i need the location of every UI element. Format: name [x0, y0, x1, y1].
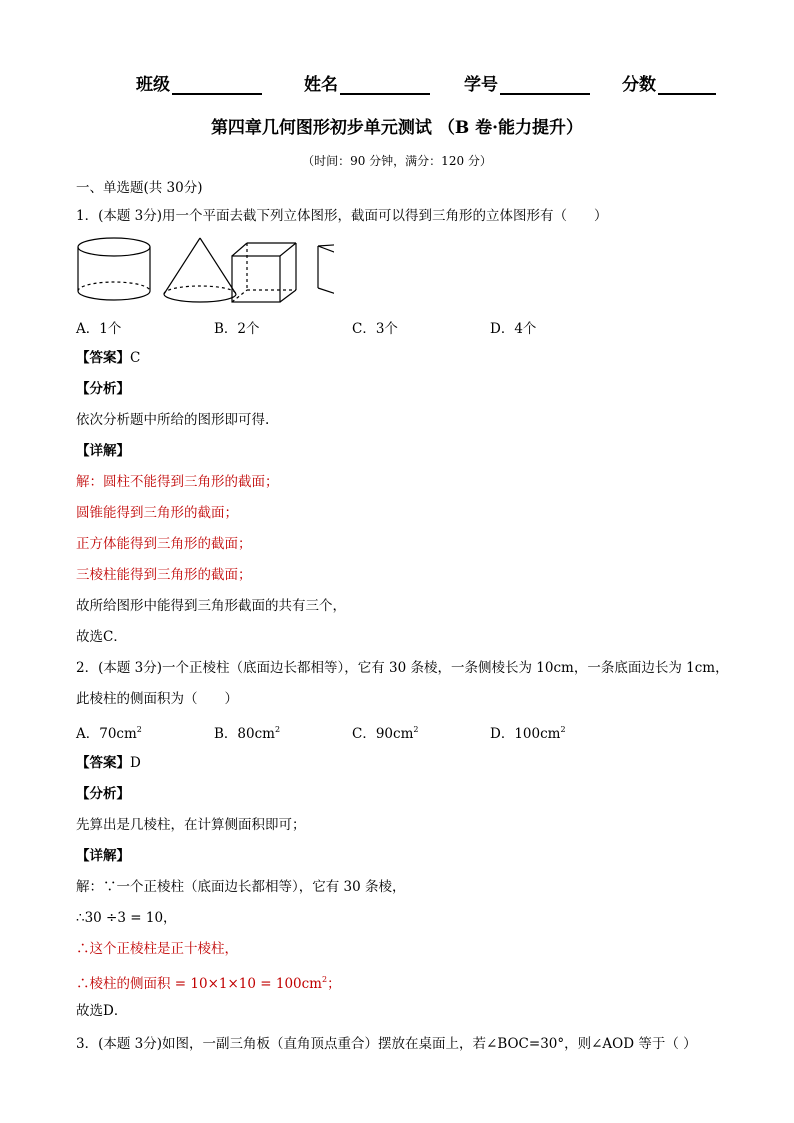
name-label: 姓名 [304, 75, 338, 95]
q1-detail-line: 正方体能得到三角形的截面； [76, 536, 252, 552]
page-title: 第四章几何图形初步单元测试 （B 卷·能力提升） [210, 118, 584, 138]
q2-detail-line: ∴棱柱的侧面积 = $10\times 1\times 10 = 100cm^2$； [76, 975, 341, 992]
student-id-label: 学号 [464, 75, 498, 95]
cylinder-figure [78, 238, 150, 300]
q2-detail-line: ∴30 ÷3 = 10， [76, 910, 177, 926]
score-blank[interactable] [658, 75, 716, 95]
q1-analysis-label: 【分析】 [76, 381, 130, 397]
q3-stem: 3．(本题 3分)如图，一副三角板（直角顶点重合）摆放在桌面上，若∠BOC=30°，则∠AOD 等于（ ） [76, 1036, 697, 1052]
q1-detail-line: 圆锥能得到三角形的截面； [76, 505, 238, 521]
name-blank[interactable] [340, 75, 430, 95]
cube-figure [232, 243, 296, 302]
q2-option-d[interactable]: D．$100cm^2$ [490, 725, 566, 742]
q2-answer-label: 【答案】 [76, 755, 130, 771]
q1-stem: 1．(本题 3分)用一个平面去截下列立体图形，截面可以得到三角形的立体图形有（ ） [76, 208, 608, 224]
q2-stem-line2: 此棱柱的侧面积为（ ） [76, 691, 238, 707]
q1-answer-line [76, 348, 140, 368]
q2-analysis: 先算出是几棱柱，在计算侧面积即可； [76, 817, 306, 833]
class-field[interactable] [136, 70, 262, 95]
q1-detail-line: 三棱柱能得到三角形的截面； [76, 567, 252, 583]
q1-detail-line: 故选C． [76, 629, 127, 645]
section-heading: 一、单选题(共 30分) [76, 180, 203, 196]
name-field[interactable] [304, 70, 430, 95]
q1-solid-figures [74, 236, 334, 306]
class-blank[interactable] [172, 75, 262, 95]
q2-option-c[interactable]: C．$90cm^2$ [352, 725, 419, 742]
class-label: 班级 [136, 75, 170, 95]
q2-answer-line [76, 753, 141, 773]
triangular-prism-figure [318, 242, 334, 301]
q2-option-b[interactable]: B．$80cm^2$ [214, 725, 281, 742]
q2-answer: D [130, 755, 141, 771]
q1-options [76, 317, 676, 337]
q1-option-d[interactable]: D．4个 [490, 321, 537, 337]
q1-answer: C [130, 350, 141, 366]
q2-analysis-label: 【分析】 [76, 786, 130, 802]
q1-option-a[interactable]: A．1个 [76, 321, 122, 337]
q1-answer-label: 【答案】 [76, 350, 130, 366]
exam-time-score: （时间：90 分钟，满分：120 分） [302, 154, 492, 168]
student-id-field[interactable] [464, 70, 590, 95]
q2-stem-line1: 2．(本题 3分)一个正棱柱（底面边长都相等），它有 30 条棱，一条侧棱长为 10cm，一条底面边长为 1cm， [76, 660, 729, 676]
q1-option-b[interactable]: B．2个 [214, 321, 260, 337]
student-info-row [0, 70, 794, 98]
q2-detail-line: 故选D． [76, 1003, 128, 1019]
q1-detail-line: 故所给图形中能得到三角形截面的共有三个， [76, 598, 346, 614]
q2-detail-label: 【详解】 [76, 848, 130, 864]
cone-figure [164, 238, 236, 302]
q2-option-a[interactable]: A．$70cm^2$ [76, 725, 142, 742]
q1-analysis: 依次分析题中所给的图形即可得. [76, 412, 270, 428]
q1-detail-line: 解：圆柱不能得到三角形的截面； [76, 474, 279, 490]
score-field[interactable] [622, 70, 716, 95]
q1-option-c[interactable]: C．3个 [352, 321, 398, 337]
q2-detail-line: 解：∵一个正棱柱（底面边长都相等），它有 30 条棱， [76, 879, 406, 895]
q1-detail-label: 【详解】 [76, 443, 130, 459]
student-id-blank[interactable] [500, 75, 590, 95]
q2-options [76, 722, 676, 742]
score-label: 分数 [622, 75, 656, 95]
q2-detail-line: ∴这个正棱柱是正十棱柱， [76, 941, 238, 957]
